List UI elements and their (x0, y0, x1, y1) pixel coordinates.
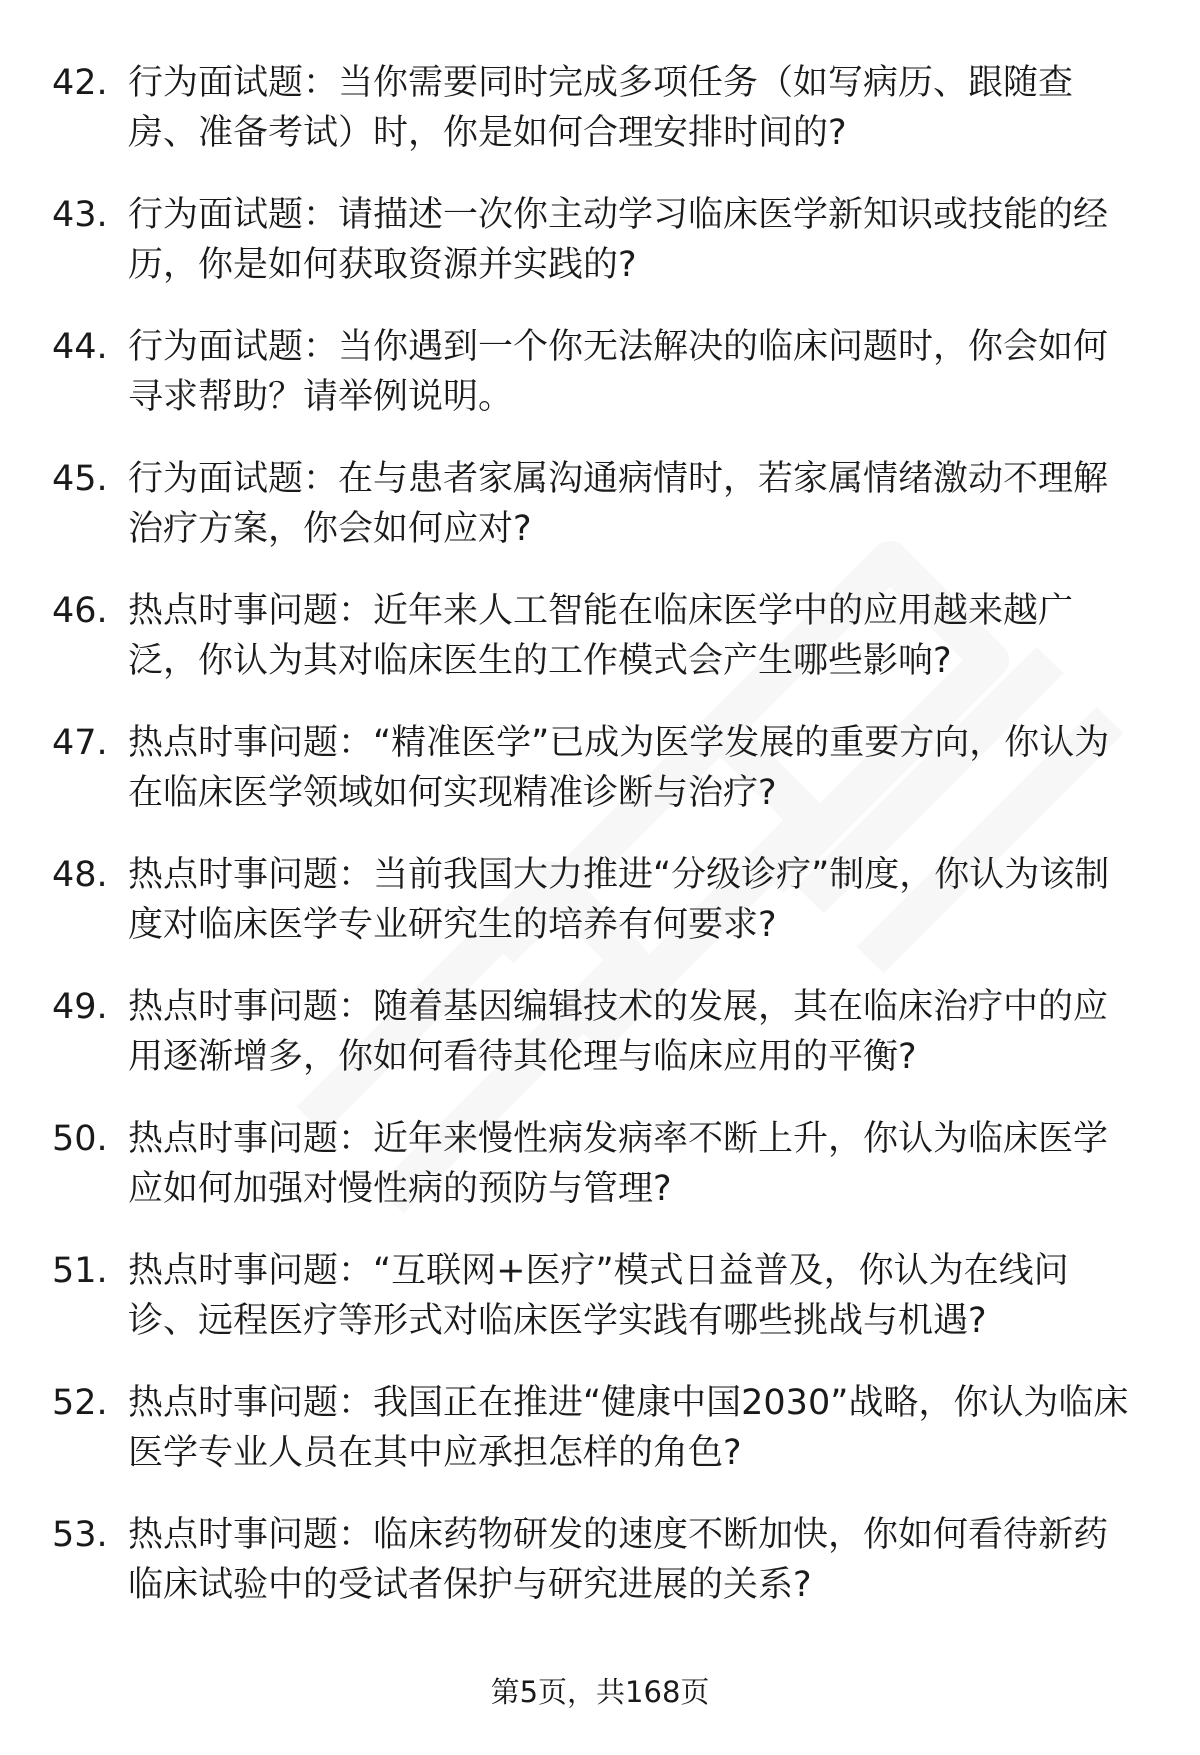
list-item (52, 1378, 1152, 1510)
question-text: 热点时事问题：“互联网+医疗”模式日益普及，你认为在线问诊、远程医疗等形式对临床医学实践有哪些挑战与机遇? (128, 1251, 1069, 1341)
question-number: 48. (52, 855, 108, 895)
list-item (52, 1114, 1152, 1246)
question-number: 50. (52, 1119, 108, 1159)
list-item (52, 190, 1152, 322)
question-number: 43. (52, 195, 108, 235)
question-number: 49. (52, 987, 108, 1027)
question-number: 42. (52, 63, 108, 103)
question-text: 行为面试题：在与患者家属沟通病情时，若家属情绪激动不理解治疗方案，你会如何应对? (128, 459, 1109, 549)
question-text: 热点时事问题：我国正在推进“健康中国2030”战略，你认为临床医学专业人员在其中应承担怎样的角色? (128, 1383, 1129, 1473)
question-text: 热点时事问题：随着基因编辑技术的发展，其在临床治疗中的应用逐渐增多，你如何看待其伦理与临床应用的平衡? (128, 987, 1109, 1077)
list-item (52, 982, 1152, 1114)
question-number: 47. (52, 723, 108, 763)
question-text: 行为面试题：请描述一次你主动学习临床医学新知识或技能的经历，你是如何获取资源并实践的? (128, 195, 1109, 285)
question-number: 45. (52, 459, 108, 499)
question-list (52, 58, 1152, 1642)
question-text: 热点时事问题：近年来慢性病发病率不断上升，你认为临床医学应如何加强对慢性病的预防与管理? (128, 1119, 1109, 1209)
page-footer (0, 1672, 1200, 1712)
list-item (52, 322, 1152, 454)
page-number-label: 第5页，共168页 (490, 1675, 710, 1709)
question-text: 行为面试题：当你需要同时完成多项任务（如写病历、跟随查房、准备考试）时，你是如何合理安排时间的? (128, 63, 1074, 153)
question-number: 46. (52, 591, 108, 631)
question-number: 52. (52, 1383, 108, 1423)
list-item (52, 850, 1152, 982)
list-item (52, 58, 1152, 190)
question-number: 53. (52, 1515, 108, 1555)
question-text: 热点时事问题：临床药物研发的速度不断加快，你如何看待新药临床试验中的受试者保护与研究进展的关系? (128, 1515, 1109, 1605)
question-text: 行为面试题：当你遇到一个你无法解决的临床问题时，你会如何寻求帮助？请举例说明。 (128, 327, 1109, 417)
question-number: 44. (52, 327, 108, 367)
question-text: 热点时事问题：“精准医学”已成为医学发展的重要方向，你认为在临床医学领域如何实现精准诊断与治疗? (128, 723, 1110, 813)
list-item (52, 586, 1152, 718)
list-item (52, 718, 1152, 850)
question-text: 热点时事问题：当前我国大力推进“分级诊疗”制度，你认为该制度对临床医学专业研究生的培养有何要求? (128, 855, 1110, 945)
list-item (52, 1510, 1152, 1642)
question-number: 51. (52, 1251, 108, 1291)
question-text: 热点时事问题：近年来人工智能在临床医学中的应用越来越广泛，你认为其对临床医生的工作模式会产生哪些影响? (128, 591, 1074, 681)
list-item (52, 454, 1152, 586)
list-item (52, 1246, 1152, 1378)
